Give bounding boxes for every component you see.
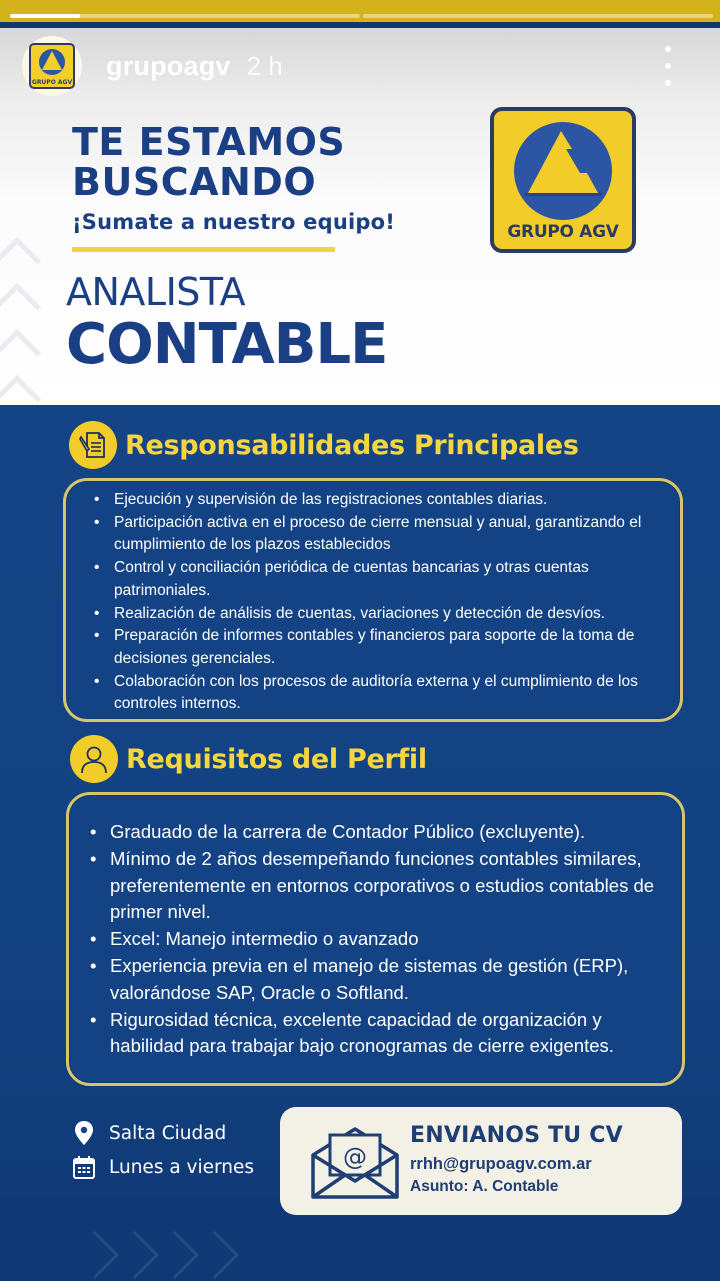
requirements-list	[69, 795, 682, 1060]
list-item: • Rigurosidad técnica, excelente capacidad de organización y habilidad para trabajar bajo cronogramas de cierre exigentes.	[110, 1007, 664, 1061]
list-item: • Experiencia previa en el manejo de sistemas de gestión (ERP), valorándose SAP, Oracle o Softland.	[110, 953, 664, 1007]
calendar-icon	[73, 1155, 95, 1179]
responsibilities-title: Responsabilidades Principales	[125, 429, 579, 461]
story-header	[22, 36, 702, 96]
chevron-up-icon	[0, 283, 41, 331]
svg-text:@: @	[343, 1143, 367, 1171]
chevron-up-icon	[0, 329, 41, 377]
requirements-title: Requisitos del Perfil	[126, 743, 427, 775]
svg-text:GRUPO AGV: GRUPO AGV	[31, 79, 73, 86]
story-timestamp: 2 h	[246, 50, 283, 81]
list-item: • Colaboración con los procesos de auditoría externa y el cumplimiento de los controles internos.	[114, 671, 662, 716]
role-title-line-1: ANALISTA	[66, 270, 246, 314]
subheadline: ¡Sumate a nuestro equipo!	[72, 210, 396, 234]
grupo-agv-logo-icon	[29, 43, 75, 89]
requirements-header	[70, 735, 427, 783]
list-item: • Excel: Manejo intermedio o avanzado	[110, 926, 664, 953]
schedule-info	[73, 1155, 254, 1179]
location-info	[73, 1120, 226, 1146]
avatar[interactable]	[22, 36, 82, 96]
list-item: • Preparación de informes contables y financieros para soporte de la toma de decisiones gerenciales.	[114, 625, 662, 670]
list-item: • Ejecución y supervisión de las registraciones contables diarias.	[114, 489, 662, 512]
headline-line-1: TE ESTAMOS	[72, 120, 346, 164]
contact-email-link[interactable]: rrhh@grupoagv.com.ar	[410, 1155, 592, 1173]
responsibilities-header	[69, 421, 579, 469]
list-item: • Control y conciliación periódica de cuentas bancarias y otras cuentas patrimoniales.	[114, 557, 662, 602]
responsibilities-list	[66, 481, 680, 716]
more-vertical-icon	[665, 46, 671, 52]
document-pencil-icon	[69, 421, 117, 469]
send-cv-box	[280, 1107, 682, 1215]
user-icon	[70, 735, 118, 783]
send-cv-title: ENVIANOS TU CV	[410, 1123, 623, 1148]
list-item: • Realización de análisis de cuentas, variaciones y detección de desvíos.	[114, 603, 662, 626]
chevron-decoration	[0, 232, 44, 423]
more-options-button[interactable]	[662, 46, 674, 86]
logo-label: GRUPO AGV	[507, 222, 619, 242]
list-item: • Participación activa en el proceso de cierre mensual y anual, garantizando el cumplimiento de los plazos establecidos	[114, 512, 662, 557]
grupo-agv-emblem-icon	[494, 115, 632, 225]
chevron-right-icon	[191, 1231, 239, 1279]
yellow-divider	[72, 247, 335, 252]
email-envelope-icon	[310, 1125, 400, 1201]
story-progress-segment-2	[363, 14, 713, 18]
headline-block	[72, 122, 395, 234]
headline-line-2: BUSCANDO	[72, 160, 317, 204]
grupo-agv-logo	[490, 107, 636, 253]
chevron-decoration-bottom	[78, 1238, 238, 1272]
responsibilities-card	[63, 478, 683, 722]
story-username[interactable]: grupoagv	[106, 50, 231, 81]
schedule-text: Lunes a viernes	[109, 1156, 255, 1178]
chevron-up-icon	[0, 237, 41, 285]
email-subject: Asunto: A. Contable	[410, 1178, 559, 1195]
role-title-line-2: CONTABLE	[66, 312, 388, 377]
location-pin-icon	[73, 1120, 95, 1146]
list-item: • Graduado de la carrera de Contador Público (excluyente).	[110, 819, 664, 846]
story-progress-segment-1	[10, 14, 360, 18]
location-text: Salta Ciudad	[109, 1122, 227, 1144]
list-item: • Mínimo de 2 años desempeñando funciones contables similares, preferentemente en entornos corporativos o estudios contables de primer nivel.	[110, 846, 664, 926]
requirements-card	[66, 792, 685, 1086]
